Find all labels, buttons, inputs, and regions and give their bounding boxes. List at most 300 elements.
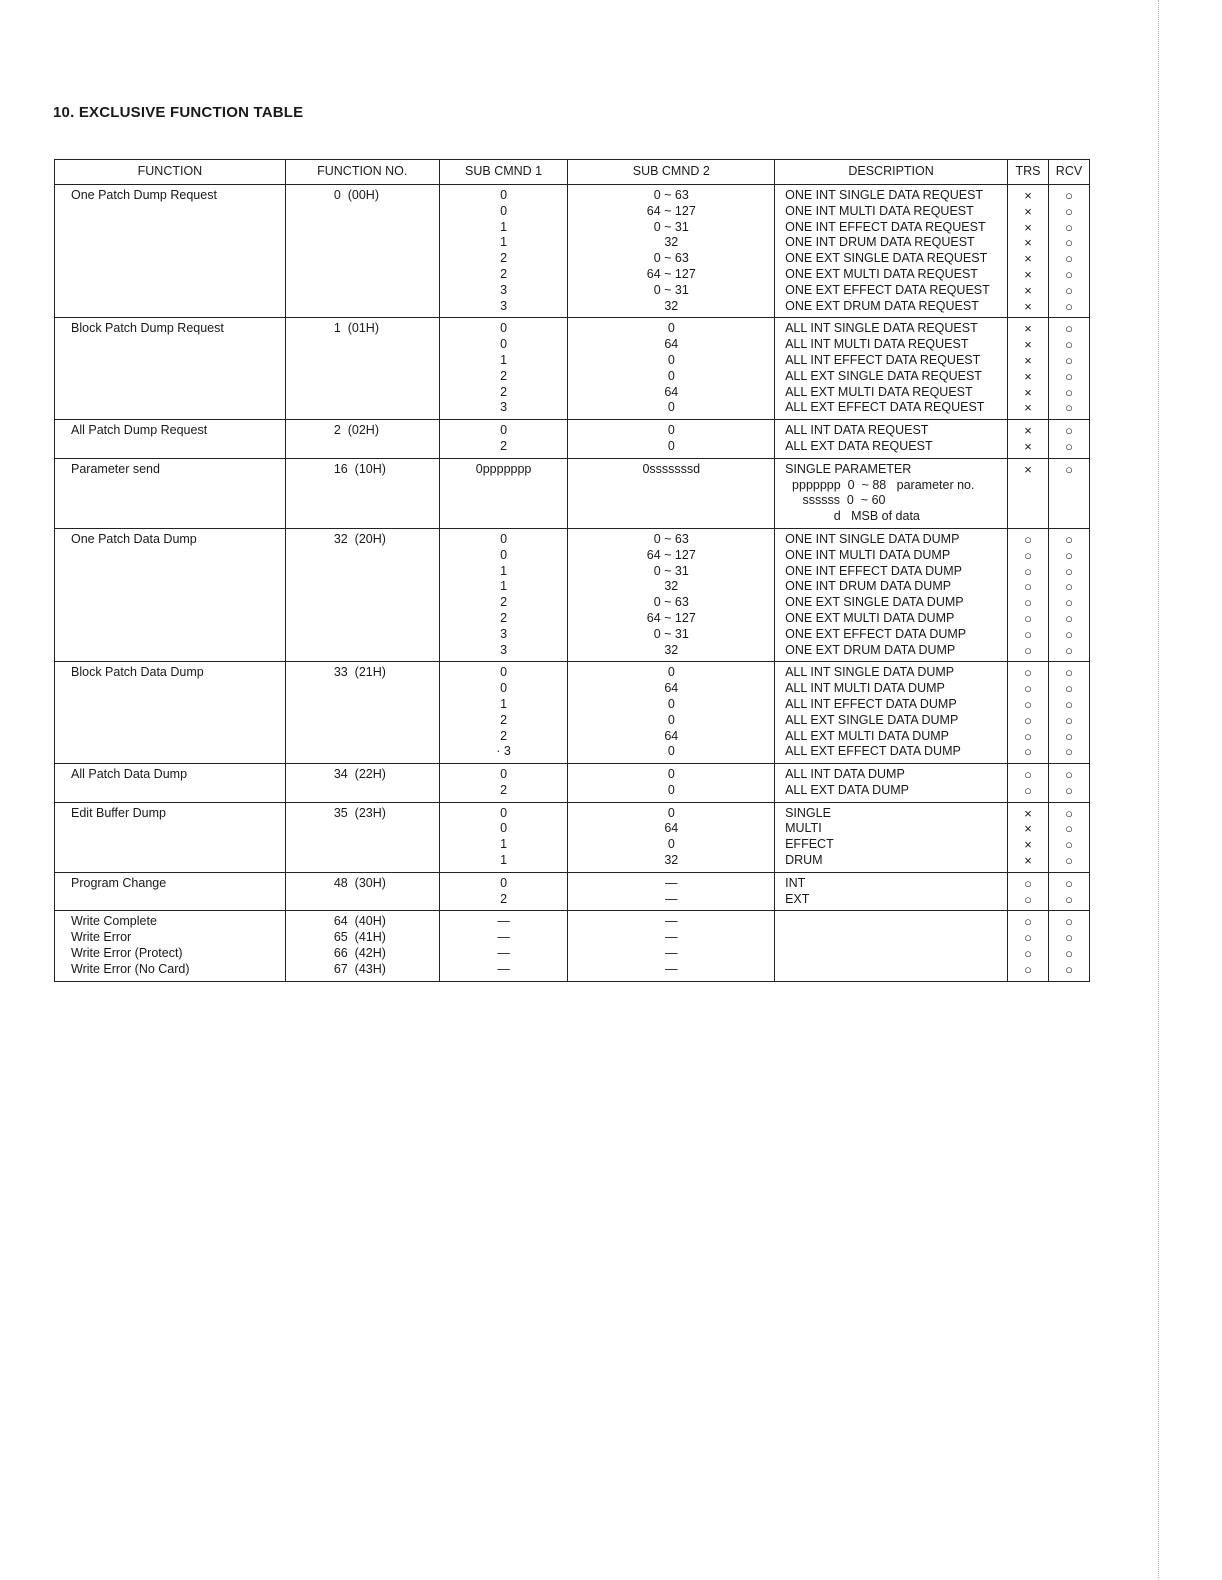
rcv-mark: ○	[1065, 805, 1073, 821]
sub-cmnd-1-cell	[439, 872, 568, 911]
header-sub-cmnd-1: SUB CMND 1	[439, 160, 568, 185]
sub-cmnd-2: 0 ~ 31	[653, 282, 689, 297]
description: ONE EXT MULTI DATA REQUEST	[785, 266, 978, 281]
rcv-mark-cell	[1049, 318, 1090, 420]
description: ONE EXT EFFECT DATA REQUEST	[785, 282, 990, 297]
trs-mark: ×	[1024, 282, 1032, 298]
sub-cmnd-2: 64 ~ 127	[646, 547, 696, 562]
trs-mark: ○	[1024, 547, 1032, 563]
description-cell	[775, 185, 1008, 318]
sub-cmnd-2: 0sssssssd	[642, 461, 701, 476]
rcv-mark: ○	[1065, 423, 1073, 439]
sub-cmnd-1: 1	[500, 235, 508, 250]
rcv-mark-cell	[1049, 872, 1090, 911]
sub-cmnd-2: 0 ~ 63	[653, 595, 689, 610]
function-no-cell	[285, 662, 439, 764]
rcv-mark: ○	[1065, 853, 1073, 869]
function-name: Program Change	[71, 875, 167, 890]
rcv-mark: ○	[1065, 547, 1073, 563]
sub-cmnd-2-cell	[568, 802, 775, 872]
function-name: All Patch Dump Request	[71, 423, 208, 438]
sub-cmnd-2: 64	[664, 821, 679, 836]
sub-cmnd-2: 0	[667, 744, 675, 759]
rcv-mark: ○	[1065, 352, 1073, 368]
sub-cmnd-1-cell	[439, 662, 568, 764]
trs-mark: ○	[1024, 744, 1032, 760]
trs-mark: ×	[1024, 423, 1032, 439]
rcv-mark: ○	[1065, 767, 1073, 783]
trs-mark: ○	[1024, 665, 1032, 681]
sub-cmnd-1: 0	[500, 681, 508, 696]
function-name: Write Error (No Card)	[71, 961, 190, 976]
description-cell	[775, 420, 1008, 459]
sub-cmnd-1: 0	[500, 531, 508, 546]
sub-cmnd-1: 0	[500, 321, 508, 336]
rcv-mark: ○	[1065, 400, 1073, 416]
sub-cmnd-2: 0	[667, 837, 675, 852]
table-row	[55, 458, 1090, 528]
rcv-mark: ○	[1065, 203, 1073, 219]
trs-mark: ○	[1024, 531, 1032, 547]
rcv-mark-cell	[1049, 458, 1090, 528]
trs-mark: ×	[1024, 235, 1032, 251]
sub-cmnd-2: 0 ~ 31	[653, 626, 689, 641]
table-row	[55, 662, 1090, 764]
trs-mark: ×	[1024, 853, 1032, 869]
function-no-cell	[285, 764, 439, 803]
sub-cmnd-2: 0	[667, 782, 675, 797]
sub-cmnd-1: —	[497, 914, 510, 929]
trs-mark: ×	[1024, 837, 1032, 853]
sub-cmnd-2-cell	[568, 318, 775, 420]
trs-mark: ○	[1024, 961, 1032, 977]
sub-cmnd-2-cell	[568, 764, 775, 803]
rcv-mark: ○	[1065, 235, 1073, 251]
rcv-mark: ○	[1065, 321, 1073, 337]
trs-mark: ○	[1024, 563, 1032, 579]
function-name: One Patch Dump Request	[71, 188, 217, 202]
sub-cmnd-1: 1	[500, 563, 508, 578]
sub-cmnd-1: 2	[500, 384, 508, 399]
function-name-cell	[55, 872, 286, 911]
description: SINGLE	[785, 805, 831, 820]
rcv-mark: ○	[1065, 914, 1073, 930]
trs-mark: ×	[1024, 384, 1032, 400]
trs-mark-cell	[1008, 662, 1049, 764]
function-no: 64 (40H)	[333, 914, 386, 929]
trs-mark: ○	[1024, 610, 1032, 626]
header-description: DESCRIPTION	[775, 160, 1008, 185]
function-name-cell	[55, 662, 286, 764]
trs-mark: ×	[1024, 203, 1032, 219]
description: ALL INT SINGLE DATA DUMP	[785, 665, 955, 680]
header-function: FUNCTION	[55, 160, 286, 185]
trs-mark: ○	[1024, 891, 1032, 907]
trs-mark: ×	[1024, 821, 1032, 837]
sub-cmnd-1: 0	[500, 767, 508, 782]
trs-mark: ○	[1024, 767, 1032, 783]
sub-cmnd-1: 0	[500, 821, 508, 836]
function-no: 2 (02H)	[333, 423, 379, 438]
rcv-mark: ○	[1065, 266, 1073, 282]
header-rcv: RCV	[1049, 160, 1090, 185]
sub-cmnd-2: 64	[664, 681, 679, 696]
function-name-cell	[55, 420, 286, 459]
trs-mark: ×	[1024, 461, 1032, 477]
page-title: 10. EXCLUSIVE FUNCTION TABLE	[53, 104, 304, 121]
sub-cmnd-1: 2	[500, 251, 508, 266]
header-sub-cmnd-2: SUB CMND 2	[568, 160, 775, 185]
sub-cmnd-2: —	[665, 914, 678, 929]
function-name: One Patch Data Dump	[71, 531, 197, 546]
description: ONE INT MULTI DATA REQUEST	[785, 203, 974, 218]
function-name: All Patch Data Dump	[71, 767, 188, 782]
description: ALL INT MULTI DATA REQUEST	[785, 337, 969, 352]
trs-mark: ○	[1024, 626, 1032, 642]
trs-mark: ×	[1024, 188, 1032, 203]
sub-cmnd-1-cell	[439, 185, 568, 318]
trs-mark: ×	[1024, 251, 1032, 267]
description: SINGLE PARAMETER	[785, 461, 912, 476]
trs-mark-cell	[1008, 764, 1049, 803]
function-no-cell	[285, 420, 439, 459]
description: DRUM	[785, 853, 823, 868]
function-no-cell	[285, 911, 439, 981]
rcv-mark: ○	[1065, 626, 1073, 642]
trs-mark: ○	[1024, 946, 1032, 962]
function-no-cell	[285, 318, 439, 420]
sub-cmnd-1: —	[497, 930, 510, 945]
trs-mark-cell	[1008, 872, 1049, 911]
sub-cmnd-2: —	[665, 875, 678, 890]
rcv-mark: ○	[1065, 930, 1073, 946]
sub-cmnd-2-cell	[568, 458, 775, 528]
trs-mark: ×	[1024, 298, 1032, 314]
rcv-mark: ○	[1065, 696, 1073, 712]
rcv-mark: ○	[1065, 744, 1073, 760]
description: EXT	[785, 891, 810, 906]
sub-cmnd-1-cell	[439, 802, 568, 872]
function-no: 1 (01H)	[333, 321, 379, 336]
trs-mark-cell	[1008, 458, 1049, 528]
trs-mark: ×	[1024, 352, 1032, 368]
rcv-mark-cell	[1049, 528, 1090, 661]
function-no: 65 (41H)	[333, 930, 386, 945]
function-name: Write Error (Protect)	[71, 946, 183, 961]
description: EFFECT	[785, 837, 834, 852]
table-row	[55, 318, 1090, 420]
sub-cmnd-1: · 3	[496, 744, 511, 759]
rcv-mark: ○	[1065, 891, 1073, 907]
sub-cmnd-2: 64 ~ 127	[646, 203, 696, 218]
sub-cmnd-1: 1	[500, 696, 508, 711]
sub-cmnd-1: 2	[500, 728, 508, 743]
function-name-cell	[55, 318, 286, 420]
sub-cmnd-1-cell	[439, 764, 568, 803]
trs-mark: ○	[1024, 579, 1032, 595]
sub-cmnd-1: 3	[500, 626, 508, 641]
rcv-mark: ○	[1065, 298, 1073, 314]
sub-cmnd-2: —	[665, 946, 678, 961]
sub-cmnd-2: 32	[664, 642, 679, 657]
rcv-mark: ○	[1065, 282, 1073, 298]
sub-cmnd-1: 0ppppppp	[475, 461, 532, 476]
sub-cmnd-1: 3	[500, 400, 508, 415]
function-no-cell	[285, 528, 439, 661]
sub-cmnd-2: 0	[667, 438, 675, 453]
function-no-cell	[285, 185, 439, 318]
function-name: Write Error	[71, 930, 132, 945]
trs-mark: ○	[1024, 696, 1032, 712]
sub-cmnd-2-cell	[568, 662, 775, 764]
trs-mark-cell	[1008, 802, 1049, 872]
sub-cmnd-2: 0	[667, 696, 675, 711]
description: ALL INT MULTI DATA DUMP	[785, 681, 945, 696]
trs-mark-cell	[1008, 911, 1049, 981]
rcv-mark: ○	[1065, 681, 1073, 697]
function-name-cell	[55, 458, 286, 528]
description: ALL INT DATA REQUEST	[785, 423, 929, 438]
sub-cmnd-2: 32	[664, 853, 679, 868]
sub-cmnd-2: 32	[664, 579, 679, 594]
sub-cmnd-1: 0	[500, 665, 508, 680]
description-cell	[775, 662, 1008, 764]
function-no: 0 (00H)	[333, 188, 379, 202]
function-name: Parameter send	[71, 461, 160, 476]
sub-cmnd-2-cell	[568, 872, 775, 911]
description: ONE INT SINGLE DATA REQUEST	[785, 188, 984, 202]
function-name: Block Patch Dump Request	[71, 321, 224, 336]
function-no: 67 (43H)	[333, 961, 386, 976]
sub-cmnd-1-cell	[439, 458, 568, 528]
function-name-cell	[55, 764, 286, 803]
sub-cmnd-1: 0	[500, 203, 508, 218]
rcv-mark: ○	[1065, 531, 1073, 547]
sub-cmnd-1: 3	[500, 282, 508, 297]
description-cell	[775, 764, 1008, 803]
sub-cmnd-1: 2	[500, 368, 508, 383]
description: ALL EXT MULTI DATA REQUEST	[785, 384, 973, 399]
trs-mark: ×	[1024, 266, 1032, 282]
function-no: 32 (20H)	[333, 531, 386, 546]
trs-mark: ○	[1024, 930, 1032, 946]
trs-mark: ×	[1024, 400, 1032, 416]
sub-cmnd-2: 0 ~ 63	[653, 188, 689, 202]
rcv-mark: ○	[1065, 782, 1073, 798]
rcv-mark-cell	[1049, 911, 1090, 981]
rcv-mark: ○	[1065, 595, 1073, 611]
rcv-mark: ○	[1065, 610, 1073, 626]
sub-cmnd-2-cell	[568, 911, 775, 981]
page-edge-line	[1158, 0, 1160, 1580]
sub-cmnd-2: 0	[667, 665, 675, 680]
description: ALL INT SINGLE DATA REQUEST	[785, 321, 978, 336]
function-name-cell	[55, 528, 286, 661]
description-cell	[775, 872, 1008, 911]
trs-mark: ○	[1024, 782, 1032, 798]
trs-mark: ×	[1024, 321, 1032, 337]
sub-cmnd-2: 0	[667, 321, 675, 336]
trs-mark: ○	[1024, 728, 1032, 744]
sub-cmnd-2: 32	[664, 298, 679, 313]
description: ALL EXT EFFECT DATA DUMP	[785, 744, 961, 759]
description: ALL EXT MULTI DATA DUMP	[785, 728, 950, 743]
function-no: 66 (42H)	[333, 946, 386, 961]
trs-mark: ○	[1024, 595, 1032, 611]
description-cell	[775, 911, 1008, 981]
sub-cmnd-1: 3	[500, 298, 508, 313]
description: ONE INT EFFECT DATA REQUEST	[785, 219, 986, 234]
function-no: 48 (30H)	[333, 875, 386, 890]
rcv-mark: ○	[1065, 875, 1073, 891]
description: ONE EXT SINGLE DATA REQUEST	[785, 251, 988, 266]
trs-mark: ×	[1024, 337, 1032, 353]
table-row	[55, 911, 1090, 981]
sub-cmnd-1: 2	[500, 595, 508, 610]
trs-mark-cell	[1008, 420, 1049, 459]
function-name-cell	[55, 185, 286, 318]
description: ONE EXT DRUM DATA REQUEST	[785, 298, 979, 313]
table-header-row	[55, 160, 1090, 185]
function-no-cell	[285, 802, 439, 872]
sub-cmnd-1: 0	[500, 188, 508, 202]
rcv-mark: ○	[1065, 961, 1073, 977]
trs-mark: ○	[1024, 712, 1032, 728]
description: d MSB of data	[785, 509, 920, 524]
description: ONE INT DRUM DATA DUMP	[785, 579, 952, 594]
sub-cmnd-1: —	[497, 946, 510, 961]
header-function-no: FUNCTION NO.	[285, 160, 439, 185]
function-name: Block Patch Data Dump	[71, 665, 204, 680]
trs-mark: ×	[1024, 805, 1032, 821]
sub-cmnd-1: —	[497, 961, 510, 976]
trs-mark-cell	[1008, 318, 1049, 420]
description: ONE EXT EFFECT DATA DUMP	[785, 626, 967, 641]
rcv-mark: ○	[1065, 188, 1073, 203]
rcv-mark: ○	[1065, 821, 1073, 837]
sub-cmnd-2: 64	[664, 384, 679, 399]
description: ssssss 0 ~ 60	[785, 493, 886, 508]
trs-mark-cell	[1008, 185, 1049, 318]
sub-cmnd-1-cell	[439, 528, 568, 661]
sub-cmnd-2: 0	[667, 423, 675, 438]
sub-cmnd-1: 0	[500, 547, 508, 562]
rcv-mark: ○	[1065, 665, 1073, 681]
description: ALL INT EFFECT DATA DUMP	[785, 696, 957, 711]
sub-cmnd-1: 1	[500, 853, 508, 868]
sub-cmnd-1: 0	[500, 423, 508, 438]
header-trs: TRS	[1008, 160, 1049, 185]
rcv-mark-cell	[1049, 420, 1090, 459]
rcv-mark: ○	[1065, 642, 1073, 658]
function-no-cell	[285, 458, 439, 528]
trs-mark: ○	[1024, 914, 1032, 930]
trs-mark: ×	[1024, 368, 1032, 384]
function-no: 34 (22H)	[333, 767, 386, 782]
sub-cmnd-1: 0	[500, 337, 508, 352]
trs-mark: ○	[1024, 681, 1032, 697]
description: ONE INT SINGLE DATA DUMP	[785, 531, 960, 546]
sub-cmnd-1: 2	[500, 266, 508, 281]
rcv-mark: ○	[1065, 946, 1073, 962]
description: ALL EXT EFFECT DATA REQUEST	[785, 400, 985, 415]
sub-cmnd-1: 0	[500, 805, 508, 820]
sub-cmnd-2: 64	[664, 337, 679, 352]
sub-cmnd-1: 3	[500, 642, 508, 657]
sub-cmnd-2: —	[665, 930, 678, 945]
table-row	[55, 802, 1090, 872]
description-cell	[775, 458, 1008, 528]
description: ALL INT EFFECT DATA REQUEST	[785, 352, 981, 367]
sub-cmnd-2: 0 ~ 63	[653, 531, 689, 546]
description-cell	[775, 528, 1008, 661]
description: ONE INT MULTI DATA DUMP	[785, 547, 951, 562]
sub-cmnd-2: 0 ~ 31	[653, 563, 689, 578]
sub-cmnd-1: 2	[500, 610, 508, 625]
description: ALL EXT SINGLE DATA DUMP	[785, 712, 959, 727]
exclusive-function-table	[54, 159, 1090, 982]
description: ALL EXT DATA REQUEST	[785, 438, 933, 453]
sub-cmnd-1-cell	[439, 318, 568, 420]
sub-cmnd-2-cell	[568, 420, 775, 459]
description: ONE INT EFFECT DATA DUMP	[785, 563, 962, 578]
rcv-mark: ○	[1065, 563, 1073, 579]
rcv-mark: ○	[1065, 438, 1073, 454]
sub-cmnd-2: 0 ~ 31	[653, 219, 689, 234]
rcv-mark-cell	[1049, 185, 1090, 318]
sub-cmnd-2: 32	[664, 235, 679, 250]
function-no: 16 (10H)	[333, 461, 386, 476]
trs-mark-cell	[1008, 528, 1049, 661]
table-row	[55, 420, 1090, 459]
sub-cmnd-2: 64	[664, 728, 679, 743]
sub-cmnd-1: 0	[500, 875, 508, 890]
sub-cmnd-1: 2	[500, 891, 508, 906]
sub-cmnd-1: 1	[500, 837, 508, 852]
sub-cmnd-1-cell	[439, 420, 568, 459]
rcv-mark-cell	[1049, 662, 1090, 764]
description: ONE EXT SINGLE DATA DUMP	[785, 595, 964, 610]
sub-cmnd-2: 0 ~ 63	[653, 251, 689, 266]
table-row	[55, 185, 1090, 318]
sub-cmnd-1-cell	[439, 911, 568, 981]
rcv-mark: ○	[1065, 384, 1073, 400]
trs-mark: ○	[1024, 642, 1032, 658]
table-row	[55, 764, 1090, 803]
sub-cmnd-2: 0	[667, 805, 675, 820]
function-name-cell	[55, 802, 286, 872]
table-row	[55, 528, 1090, 661]
rcv-mark: ○	[1065, 728, 1073, 744]
sub-cmnd-1: 1	[500, 352, 508, 367]
function-name: Edit Buffer Dump	[71, 805, 166, 820]
sub-cmnd-2: —	[665, 891, 678, 906]
table-row	[55, 872, 1090, 911]
function-name: Write Complete	[71, 914, 157, 929]
rcv-mark-cell	[1049, 802, 1090, 872]
description: INT	[785, 875, 806, 890]
description: ALL INT DATA DUMP	[785, 767, 905, 782]
rcv-mark: ○	[1065, 579, 1073, 595]
rcv-mark: ○	[1065, 219, 1073, 235]
description: ALL EXT DATA DUMP	[785, 782, 909, 797]
sub-cmnd-2: —	[665, 961, 678, 976]
rcv-mark: ○	[1065, 337, 1073, 353]
trs-mark: ○	[1024, 875, 1032, 891]
sub-cmnd-2: 64 ~ 127	[646, 610, 696, 625]
rcv-mark: ○	[1065, 461, 1073, 477]
sub-cmnd-1: 2	[500, 712, 508, 727]
